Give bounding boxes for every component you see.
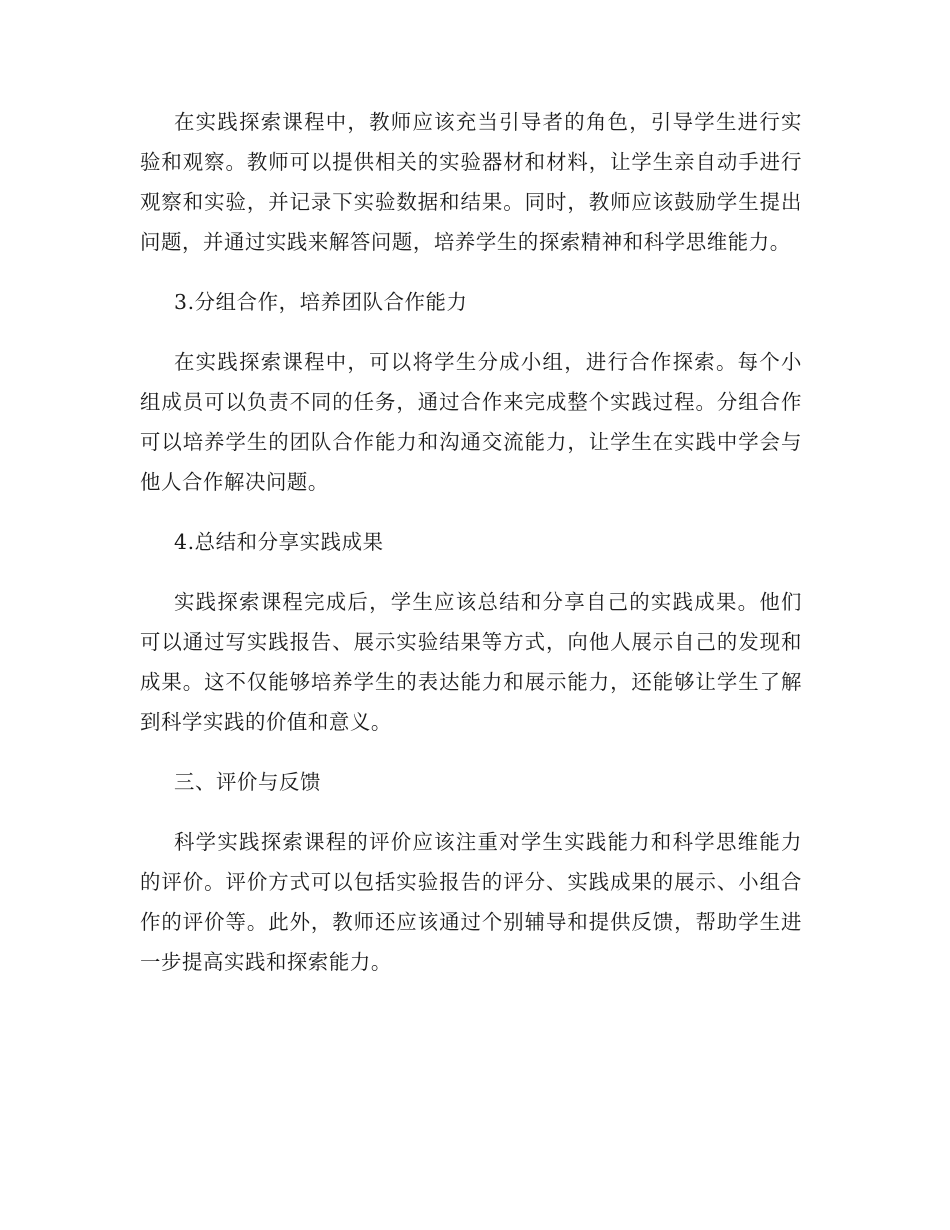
paragraph-summary-sharing: 实践探索课程完成后，学生应该总结和分享自己的实践成果。他们可以通过写实践报告、展示实验结果等方式，向他人展示自己的发现和成果。这不仅能够培养学生的表达能力和展示能力，还能够让学生了解到科学实践的价值和意义。: [140, 590, 802, 734]
paragraph-evaluation-feedback: 科学实践探索课程的评价应该注重对学生实践能力和科学思维能力的评价。评价方式可以包括实验报告的评分、实践成果的展示、小组合作的评价等。此外，教师还应该通过个别辅导和提供反馈，帮助学生进一步提高实践和探索能力。: [140, 830, 802, 974]
heading-evaluation-feedback: 三、评价与反馈: [174, 770, 321, 794]
heading-summary-sharing: 4.总结和分享实践成果: [174, 530, 384, 554]
paragraph-teacher-guide: 在实践探索课程中，教师应该充当引导者的角色，引导学生进行实验和观察。教师可以提供相关的实验器材和材料，让学生亲自动手进行观察和实验，并记录下实验数据和结果。同时，教师应该鼓励学生提出问题，并通过实践来解答问题，培养学生的探索精神和科学思维能力。: [140, 110, 802, 254]
heading-group-cooperation: 3.分组合作，培养团队合作能力: [174, 290, 468, 314]
paragraph-group-cooperation: 在实践探索课程中，可以将学生分成小组，进行合作探索。每个小组成员可以负责不同的任务，通过合作来完成整个实践过程。分组合作可以培养学生的团队合作能力和沟通交流能力，让学生在实践中学会与他人合作解决问题。: [140, 350, 802, 494]
